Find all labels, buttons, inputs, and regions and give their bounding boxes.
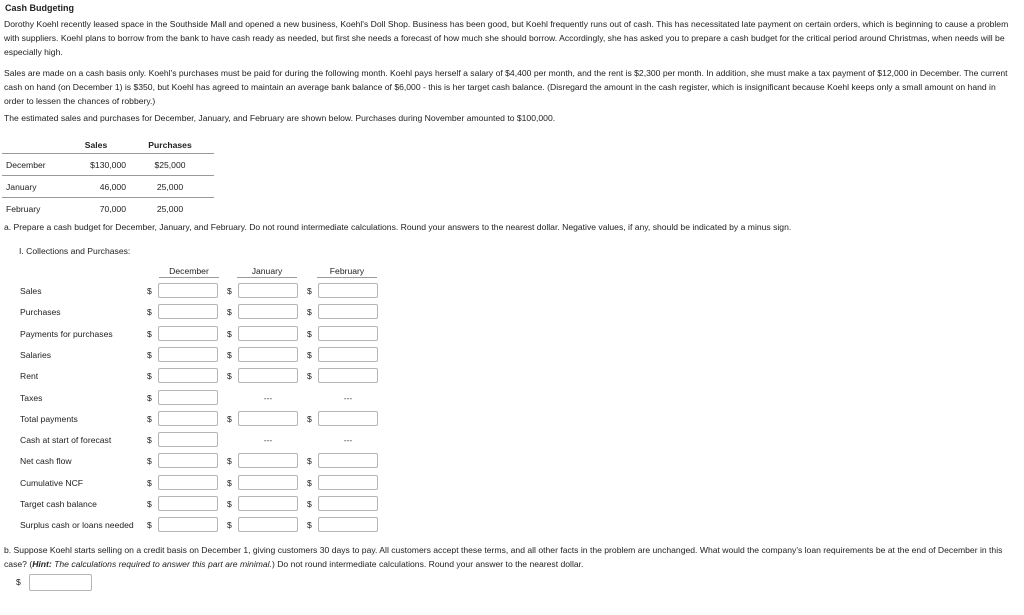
section-title: I. Collections and Purchases: xyxy=(19,246,131,256)
sales-cell: 46,000 xyxy=(66,176,126,198)
column-header-february: February xyxy=(317,266,377,278)
purchases-december-input[interactable] xyxy=(158,304,218,319)
currency-symbol: $ xyxy=(227,456,232,466)
sales-cell: 70,000 xyxy=(66,198,126,220)
currency-symbol: $ xyxy=(307,499,312,509)
sales-purchases-table xyxy=(2,136,214,219)
row-label-salaries: Salaries xyxy=(20,350,52,360)
problem-paragraph-2: Sales are made on a cash basis only. Koehl's purchases must be paid for during the following month. Koehl pays herself a salary of $4,400 per month, and the rent is $2,300 per month. In addition, she must make a tax payment of $12,000 in December. The current cash on hand (on December 1) is $350, but Koehl has agreed to maintain an average bank balance of $6,000 - this is her target cash balance. (Disregard the amount in the cash register, which is insignificant because Koehl keeps only a small amount on hand in order to lessen the chances of robbery.) xyxy=(4,68,1008,106)
month-cell: January xyxy=(2,176,66,198)
total-payments-february-input[interactable] xyxy=(318,411,378,426)
net-cash-flow-december-input[interactable] xyxy=(158,453,218,468)
table-row xyxy=(2,154,214,176)
currency-symbol: $ xyxy=(147,307,152,317)
cash-at-start-of-forecast-december-input[interactable] xyxy=(158,432,218,447)
month-cell: February xyxy=(2,198,66,220)
currency-symbol: $ xyxy=(307,520,312,530)
salaries-january-input[interactable] xyxy=(238,347,298,362)
row-label-sales: Sales xyxy=(20,286,42,296)
purchases-cell: 25,000 xyxy=(126,198,214,220)
currency-symbol: $ xyxy=(307,371,312,381)
currency-symbol: $ xyxy=(227,478,232,488)
not-applicable-dash: --- xyxy=(263,393,273,403)
currency-symbol: $ xyxy=(307,456,312,466)
currency-symbol: $ xyxy=(227,499,232,509)
table-header-sales: Sales xyxy=(84,139,108,150)
row-label-total-payments: Total payments xyxy=(20,414,78,424)
currency-symbol: $ xyxy=(307,307,312,317)
salaries-february-input[interactable] xyxy=(318,347,378,362)
loan-requirement-input[interactable] xyxy=(29,574,92,591)
payments-for-purchases-february-input[interactable] xyxy=(318,326,378,341)
row-label-purchases: Purchases xyxy=(20,307,61,317)
total-payments-december-input[interactable] xyxy=(158,411,218,426)
target-cash-balance-january-input[interactable] xyxy=(238,496,298,511)
payments-for-purchases-december-input[interactable] xyxy=(158,326,218,341)
surplus-cash-or-loans-needed-december-input[interactable] xyxy=(158,517,218,532)
purchases-january-input[interactable] xyxy=(238,304,298,319)
currency-symbol: $ xyxy=(227,286,232,296)
target-cash-balance-december-input[interactable] xyxy=(158,496,218,511)
purchases-cell: $25,000 xyxy=(126,154,214,176)
purchases-february-input[interactable] xyxy=(318,304,378,319)
net-cash-flow-january-input[interactable] xyxy=(238,453,298,468)
currency-symbol: $ xyxy=(227,371,232,381)
cumulative-ncf-february-input[interactable] xyxy=(318,475,378,490)
page-title: Cash Budgeting xyxy=(5,3,74,13)
currency-symbol: $ xyxy=(307,329,312,339)
table-header-blank xyxy=(2,136,66,154)
currency-symbol: $ xyxy=(147,350,152,360)
surplus-cash-or-loans-needed-january-input[interactable] xyxy=(238,517,298,532)
problem-paragraph-3: The estimated sales and purchases for December, January, and February are shown below. Purchases during November amounted to $100,000. xyxy=(4,113,556,123)
rent-february-input[interactable] xyxy=(318,368,378,383)
sales-january-input[interactable] xyxy=(238,283,298,298)
salaries-december-input[interactable] xyxy=(158,347,218,362)
currency-symbol: $ xyxy=(147,329,152,339)
total-payments-january-input[interactable] xyxy=(238,411,298,426)
currency-symbol: $ xyxy=(147,520,152,530)
currency-symbol: $ xyxy=(307,350,312,360)
month-cell: December xyxy=(2,154,66,176)
not-applicable-dash: --- xyxy=(343,435,353,445)
table-header-purchases: Purchases xyxy=(148,139,192,150)
currency-symbol: $ xyxy=(147,456,152,466)
problem-paragraph-1: Dorothy Koehl recently leased space in the Southside Mall and opened a new business, Koehl's Doll Shop. Business has been good, but Koehl frequently runs out of cash. This has necessitated late payment on certain orders, which is beginning to cause a problem with suppliers. Koehl plans to borrow from the bank to have cash ready as needed, but first she needs a forecast of how much she should borrow. Accordingly, she has asked you to prepare a cash budget for the critical period around Christmas, when needs will be especially high. xyxy=(4,19,1009,57)
rent-january-input[interactable] xyxy=(238,368,298,383)
currency-symbol: $ xyxy=(147,393,152,403)
row-label-cash-at-start-of-forecast: Cash at start of forecast xyxy=(20,435,112,445)
currency-symbol: $ xyxy=(227,307,232,317)
target-cash-balance-february-input[interactable] xyxy=(318,496,378,511)
currency-symbol: $ xyxy=(307,414,312,424)
sales-cell: $130,000 xyxy=(66,154,126,176)
currency-symbol: $ xyxy=(147,435,152,445)
currency-symbol: $ xyxy=(307,286,312,296)
cumulative-ncf-december-input[interactable] xyxy=(158,475,218,490)
currency-symbol: $ xyxy=(147,478,152,488)
purchases-cell: 25,000 xyxy=(126,176,214,198)
currency-symbol: $ xyxy=(307,478,312,488)
question-a-text: a. Prepare a cash budget for December, January, and February. Do not round intermediate calculations. Round your answers to the nearest dollar. Negative values, if any, should be indicated by a minus sign. xyxy=(4,222,792,232)
row-label-cumulative-ncf: Cumulative NCF xyxy=(20,478,84,488)
currency-symbol: $ xyxy=(227,350,232,360)
row-label-rent: Rent xyxy=(20,371,39,381)
currency-symbol: $ xyxy=(147,371,152,381)
rent-december-input[interactable] xyxy=(158,368,218,383)
sales-december-input[interactable] xyxy=(158,283,218,298)
not-applicable-dash: --- xyxy=(343,393,353,403)
column-header-january: January xyxy=(237,266,297,278)
row-label-payments-for-purchases: Payments for purchases xyxy=(20,329,113,339)
surplus-cash-or-loans-needed-february-input[interactable] xyxy=(318,517,378,532)
currency-symbol: $ xyxy=(227,414,232,424)
question-b-tail: ) Do not round intermediate calculations. Round your answer to the nearest dollar. xyxy=(271,559,584,569)
currency-symbol: $ xyxy=(147,286,152,296)
table-row xyxy=(2,198,214,220)
not-applicable-dash: --- xyxy=(263,435,273,445)
currency-symbol: $ xyxy=(147,414,152,424)
net-cash-flow-february-input[interactable] xyxy=(318,453,378,468)
row-label-target-cash-balance: Target cash balance xyxy=(20,499,97,509)
cumulative-ncf-january-input[interactable] xyxy=(238,475,298,490)
question-b-text xyxy=(4,543,1016,571)
row-label-taxes: Taxes xyxy=(20,393,43,403)
row-label-surplus-cash-or-loans-needed: Surplus cash or loans needed xyxy=(20,520,134,530)
taxes-december-input[interactable] xyxy=(158,390,218,405)
row-label-net-cash-flow: Net cash flow xyxy=(20,456,72,466)
table-row xyxy=(2,176,214,198)
currency-symbol: $ xyxy=(227,520,232,530)
answer-b-dollar: $ xyxy=(16,577,21,587)
currency-symbol: $ xyxy=(147,499,152,509)
question-b-main: b. Suppose Koehl starts selling on a credit basis on December 1, giving customers 30 days to pay. All customers accept these terms, and all other facts in the problem are unchanged. What would the company's loan requirements be at the end of December in this case? ( xyxy=(4,545,1003,569)
currency-symbol: $ xyxy=(227,329,232,339)
column-header-december: December xyxy=(159,266,219,278)
question-b-hint-label: Hint: The calculations required to answer this part are minimal. xyxy=(32,559,272,569)
payments-for-purchases-january-input[interactable] xyxy=(238,326,298,341)
sales-february-input[interactable] xyxy=(318,283,378,298)
